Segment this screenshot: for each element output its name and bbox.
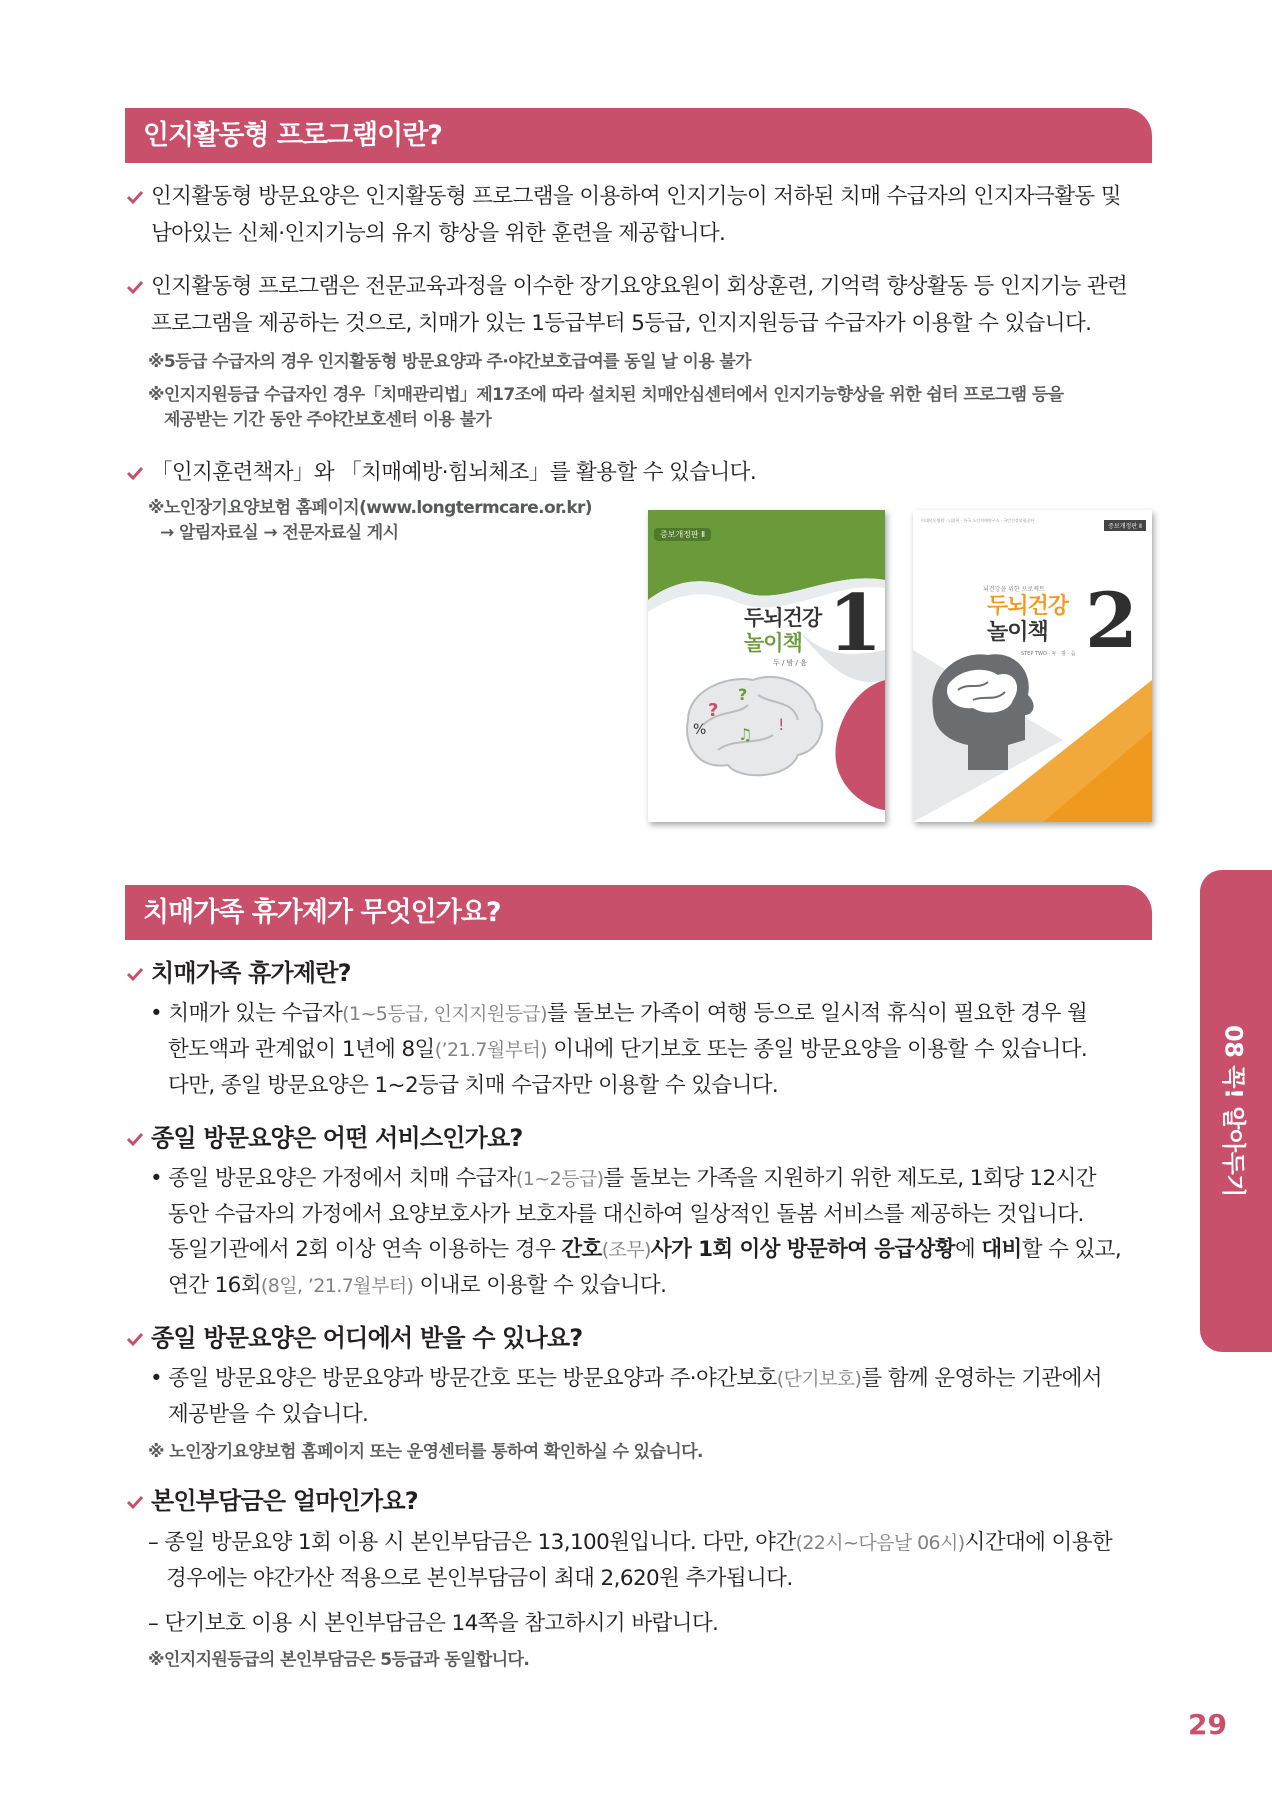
item-text: 프로그램을 제공하는 것으로, 치매가 있는 1등급부터 5등급, 인지지원등급 수급자가 이용할 수 있습니다.	[151, 311, 1092, 336]
music-note-icon: ♫	[738, 725, 753, 744]
answer-paragraph: • 치매가 있는 수급자(1~5등급, 인지지원등급)를 돌보는 가족이 여행 등으로 일시적 휴식이 필요한 경우 월 한도액과 관계없이 1년에 8일(’21.7월부터) 이내에 단기보호 또는 종일 방문요양을 이용할 수 있습니다. 다만, 종일 방문요양은 1~2등급 치매 수급자만 이용할 수 있습니다.	[150, 1001, 1088, 1098]
item-text: 남아있는 신체·인지기능의 유지 향상을 위한 훈련을 제공합니다.	[151, 221, 726, 246]
footnote: ※인지지원등급 수급자인 경우「치매관리법」제17조에 따라 설치된 치매안심센터에서 인지기능향상을 위한 쉼터 프로그램 등을 제공받는 기간 동안 주야간보호센터 이용 불가	[148, 385, 1064, 430]
book-cover-2	[913, 510, 1152, 822]
chapter-side-tab-label: 08 꼭! 알아두기	[1219, 1025, 1248, 1197]
footnote: ※ 노인장기요양보험 홈페이지 또는 운영센터를 통하여 확인하실 수 있습니다.	[148, 1442, 703, 1462]
page-number: 29	[1188, 1708, 1227, 1741]
item-text: 인지활동형 방문요양은 인지활동형 프로그램을 이용하여 인지기능이 저하된 치매 수급자의 인지자극활동 및	[151, 184, 1121, 209]
item-text: 「인지훈련책자」와 「치매예방·힘뇌체조」를 활용할 수 있습니다.	[151, 460, 757, 485]
answer-paragraph: • 종일 방문요양은 가정에서 치매 수급자(1~2등급)를 돌보는 가족을 지원하기 위한 제도로, 1회당 12시간 동안 수급자의 가정에서 요양보호사가 보호자를 대신하여 일상적인 돌봄 서비스를 제공하는 것입니다. 동일기관에서 2회 이상 연속 이용하는 경우 간호(조무)사가 1회 이상 방문하여 응급상황에 대비할 수 있고, 연간 16회(8일, ’21.7월부터) 이내로 이용할 수 있습니다.	[150, 1166, 1122, 1298]
book-number: 2	[1085, 576, 1138, 665]
question-mark-icon: ?	[738, 685, 748, 704]
question-heading: 종일 방문요양은 어떤 서비스인가요?	[125, 1120, 523, 1156]
checkmark-icon	[125, 463, 145, 483]
list-item	[125, 454, 1155, 491]
book-subtitle: 두 / 밤 / 음	[773, 659, 807, 667]
checkmark-icon	[125, 1329, 145, 1349]
book-subtitle: STEP TWO · 두 · 밤 · 음	[1021, 651, 1076, 657]
checkmark-icon	[125, 964, 145, 984]
book-title: 두뇌건강 놀이책	[744, 606, 822, 655]
checkmark-icon	[125, 1129, 145, 1149]
question-heading: 종일 방문요양은 어디에서 받을 수 있나요?	[125, 1320, 582, 1356]
section-title-dementia-family-leave: 치매가족 휴가제가 무엇인가요?	[125, 885, 1152, 940]
percent-icon: %	[693, 722, 707, 738]
question-heading: 치매가족 휴가제란?	[125, 955, 351, 991]
footnote: ※5등급 수급자의 경우 인지활동형 방문요양과 주·야간보호급여를 동일 날 이용 불가	[148, 352, 752, 372]
book-cover-1	[648, 510, 885, 822]
book-kicker: 뇌건강을 위한 프로젝트	[983, 586, 1045, 593]
footnote: ※노인장기요양보험 홈페이지(www.longtermcare.or.kr) → 알림자료실 → 전문자료실 게시	[148, 498, 592, 543]
chapter-side-tab	[1200, 870, 1272, 1352]
book-cover-illustration	[913, 510, 1152, 822]
question-mark-icon: ?	[708, 700, 719, 721]
list-item	[125, 268, 1155, 342]
book-publisher-text: 이대목동병원 · 뇌과학 · 한국 노인치매연구소 · 국민건강보험공단	[921, 518, 1035, 523]
book-badge: 증보개정판 Ⅱ	[1104, 520, 1146, 531]
item-text: 인지활동형 프로그램은 전문교육과정을 이수한 장기요양요원이 회상훈련, 기억력 향상활동 등 인지기능 관련	[151, 274, 1128, 299]
footnote: ※인지지원등급의 본인부담금은 5등급과 동일합니다.	[148, 1650, 530, 1670]
checkmark-icon	[125, 1492, 145, 1512]
answer-paragraph: • 종일 방문요양은 방문요양과 방문간호 또는 방문요양과 주·야간보호(단기보호)를 함께 운영하는 기관에서 제공받을 수 있습니다.	[150, 1366, 1102, 1427]
checkmark-icon	[125, 187, 145, 207]
answer-paragraph: – 종일 방문요양 1회 이용 시 본인부담금은 13,100원입니다. 다만, 야간(22시~다음날 06시)시간대에 이용한 경우에는 야간가산 적용으로 본인부담금이 최대 2,620원 추가됩니다. – 단기보호 이용 시 본인부담금은 14쪽을 참고하시기 바랍니다.	[148, 1530, 1113, 1636]
list-item	[125, 178, 1155, 252]
book-badge: 증보개정판 Ⅱ	[654, 528, 711, 541]
checkmark-icon	[125, 277, 145, 297]
book-title: 두뇌건강 놀이책	[987, 594, 1069, 645]
book-number: 1	[828, 578, 883, 669]
section-title-cognitive-program: 인지활동형 프로그램이란?	[125, 108, 1152, 163]
question-heading: 본인부담금은 얼마인가요?	[125, 1483, 418, 1519]
exclamation-icon: !	[778, 715, 785, 734]
